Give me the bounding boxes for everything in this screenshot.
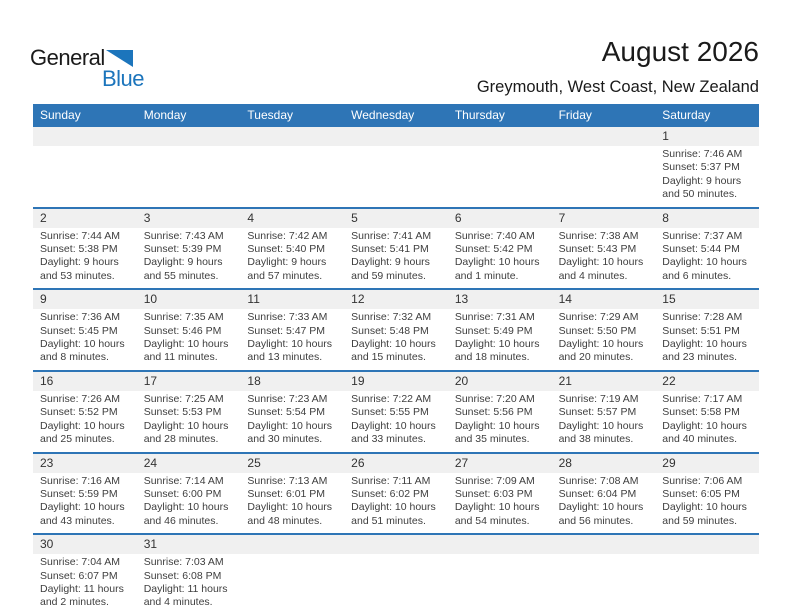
day-cell-18 [240,372,344,452]
weekday-header-row [33,104,759,127]
week-row [33,207,759,289]
day-details [240,228,344,289]
daylight-text: Daylight: 10 hours and 33 minutes. [351,419,436,446]
day-cell-21 [552,372,656,452]
day-number: 1 [655,127,759,146]
daylight-text: Daylight: 9 hours and 59 minutes. [351,256,430,282]
day-details [33,473,137,534]
daylight-text: Daylight: 9 hours and 55 minutes. [143,256,223,282]
sunrise-text: Sunrise: 7:31 AM [454,311,535,324]
sunrise-text: Sunrise: 7:17 AM [662,392,743,405]
daylight-text: Daylight: 10 hours and 1 minute. [454,256,540,282]
day-details [33,554,137,615]
day-cell-12 [344,290,448,370]
sunrise-text: Sunrise: 7:38 AM [558,229,639,242]
day-number [552,127,656,146]
weekday-label-sunday: Sunday [40,108,81,122]
sunset-text: Sunset: 5:54 PM [247,406,326,419]
sunset-text: Sunset: 6:02 PM [351,487,429,500]
sunset-text: Sunset: 5:40 PM [247,243,326,256]
sunset-text: Sunset: 5:44 PM [662,243,740,256]
day-details [344,473,448,534]
sunrise-text: Sunrise: 7:32 AM [351,311,432,324]
sunrise-text: Sunrise: 7:06 AM [662,474,743,487]
sunset-text: Sunset: 6:00 PM [143,487,222,500]
day-number: 23 [33,454,137,473]
daylight-text: Daylight: 10 hours and 48 minutes. [247,501,333,527]
day-number: 17 [137,372,241,391]
sunset-text: Sunset: 6:04 PM [558,487,637,500]
sunrise-text: Sunrise: 7:33 AM [247,311,328,324]
general-blue-logo [30,47,160,89]
day-number: 24 [137,454,241,473]
day-number: 21 [552,372,656,391]
day-details [137,554,241,615]
day-details [552,554,656,561]
day-cell-13 [448,290,552,370]
day-number [137,127,241,146]
weekday-label-tuesday: Tuesday [247,108,294,122]
sunrise-text: Sunrise: 7:16 AM [40,474,120,487]
sunrise-text: Sunrise: 7:08 AM [558,474,639,487]
day-details [344,554,448,561]
day-details [448,309,552,370]
day-number [240,127,344,146]
day-number: 2 [33,209,137,228]
day-number: 9 [33,290,137,309]
day-cell-8 [655,209,759,289]
day-details [448,473,552,534]
weekday-label-saturday: Saturday [662,108,711,122]
sunrise-text: Sunrise: 7:36 AM [40,311,120,324]
day-cell-5 [344,209,448,289]
day-cell-11 [240,290,344,370]
day-number: 3 [137,209,241,228]
daylight-text: Daylight: 9 hours and 57 minutes. [247,256,327,282]
day-cell-15 [655,290,759,370]
day-cell-empty [344,127,448,207]
day-cell-6 [448,209,552,289]
sunrise-text: Sunrise: 7:40 AM [454,229,535,242]
weekday-label-monday: Monday [143,108,187,122]
day-details [552,228,656,289]
daylight-text: Daylight: 9 hours and 53 minutes. [40,256,119,282]
day-cell-4 [240,209,344,289]
day-details [137,309,241,370]
day-number: 14 [552,290,656,309]
daylight-text: Daylight: 10 hours and 54 minutes. [454,501,540,527]
day-number: 8 [655,209,759,228]
day-details [240,473,344,534]
calendar-grid [33,104,759,615]
day-cell-empty [552,127,656,207]
week-row [33,127,759,207]
sunrise-text: Sunrise: 7:14 AM [143,474,224,487]
day-details [344,228,448,289]
sunrise-text: Sunrise: 7:09 AM [454,474,535,487]
day-details [655,554,759,561]
sunset-text: Sunset: 5:53 PM [143,406,222,419]
day-details [552,391,656,452]
day-cell-19 [344,372,448,452]
daylight-text: Daylight: 10 hours and 15 minutes. [351,338,436,364]
week-row [33,452,759,534]
day-cell-1 [655,127,759,207]
day-cell-3 [137,209,241,289]
day-cell-24 [137,454,241,534]
day-number: 6 [448,209,552,228]
day-cell-10 [137,290,241,370]
sunrise-text: Sunrise: 7:43 AM [143,229,224,242]
day-number: 29 [655,454,759,473]
day-details [240,391,344,452]
sunset-text: Sunset: 5:45 PM [40,324,118,337]
sunset-text: Sunset: 5:48 PM [351,324,429,337]
sunset-text: Sunset: 5:42 PM [454,243,533,256]
week-row [33,533,759,615]
day-details [240,146,344,153]
day-cell-empty [552,535,656,615]
sunset-text: Sunset: 5:43 PM [558,243,637,256]
daylight-text: Daylight: 10 hours and 35 minutes. [454,419,540,446]
sunset-text: Sunset: 5:49 PM [454,324,533,337]
sunrise-text: Sunrise: 7:20 AM [454,392,535,405]
day-number: 16 [33,372,137,391]
day-details [448,228,552,289]
day-details [33,391,137,452]
day-number: 7 [552,209,656,228]
day-cell-22 [655,372,759,452]
daylight-text: Daylight: 10 hours and 56 minutes. [558,501,644,527]
sunrise-text: Sunrise: 7:23 AM [247,392,328,405]
weekday-label-thursday: Thursday [454,108,505,122]
day-cell-empty [655,535,759,615]
day-cell-28 [552,454,656,534]
daylight-text: Daylight: 10 hours and 28 minutes. [143,419,229,446]
weekday-label-wednesday: Wednesday [351,108,415,122]
day-cell-empty [240,535,344,615]
week-row [33,288,759,370]
day-cell-14 [552,290,656,370]
daylight-text: Daylight: 10 hours and 46 minutes. [143,501,229,527]
day-number: 20 [448,372,552,391]
week-row [33,370,759,452]
day-number: 15 [655,290,759,309]
sunset-text: Sunset: 5:51 PM [662,324,740,337]
day-number: 30 [33,535,137,554]
daylight-text: Daylight: 10 hours and 30 minutes. [247,419,333,446]
day-cell-2 [33,209,137,289]
sunrise-text: Sunrise: 7:04 AM [40,556,120,569]
day-cell-7 [552,209,656,289]
day-cell-20 [448,372,552,452]
day-details [344,309,448,370]
day-cell-29 [655,454,759,534]
sunset-text: Sunset: 5:39 PM [143,243,222,256]
daylight-text: Daylight: 10 hours and 13 minutes. [247,338,333,364]
daylight-text: Daylight: 10 hours and 4 minutes. [558,256,644,282]
day-number: 26 [344,454,448,473]
sunrise-text: Sunrise: 7:19 AM [558,392,639,405]
day-cell-26 [344,454,448,534]
day-details [137,146,241,153]
day-number [448,535,552,554]
day-details [344,391,448,452]
day-details [137,391,241,452]
daylight-text: Daylight: 10 hours and 6 minutes. [662,256,747,282]
daylight-text: Daylight: 10 hours and 25 minutes. [40,419,125,446]
day-number: 18 [240,372,344,391]
sunrise-text: Sunrise: 7:37 AM [662,229,743,242]
day-number: 25 [240,454,344,473]
sunset-text: Sunset: 5:47 PM [247,324,326,337]
day-details [33,309,137,370]
day-details [655,146,759,207]
day-details [137,228,241,289]
sunset-text: Sunset: 6:08 PM [143,569,222,582]
daylight-text: Daylight: 11 hours and 4 minutes. [143,582,228,609]
daylight-text: Daylight: 10 hours and 43 minutes. [40,501,125,527]
day-cell-30 [33,535,137,615]
sunrise-text: Sunrise: 7:44 AM [40,229,120,242]
daylight-text: Daylight: 10 hours and 51 minutes. [351,501,436,527]
day-cell-empty [448,127,552,207]
daylight-text: Daylight: 10 hours and 20 minutes. [558,338,644,364]
day-cell-23 [33,454,137,534]
day-details [552,146,656,153]
sunrise-text: Sunrise: 7:46 AM [662,148,743,160]
day-number: 27 [448,454,552,473]
day-details [655,391,759,452]
day-details [448,554,552,561]
day-number: 10 [137,290,241,309]
sunset-text: Sunset: 5:52 PM [40,406,118,419]
sunrise-text: Sunrise: 7:29 AM [558,311,639,324]
day-cell-empty [137,127,241,207]
day-details [240,554,344,561]
sunset-text: Sunset: 6:07 PM [40,569,118,582]
day-number: 11 [240,290,344,309]
sunrise-text: Sunrise: 7:28 AM [662,311,743,324]
sunrise-text: Sunrise: 7:42 AM [247,229,328,242]
day-details [33,228,137,289]
day-details [448,391,552,452]
day-number [344,535,448,554]
day-cell-empty [344,535,448,615]
day-cell-17 [137,372,241,452]
sunrise-text: Sunrise: 7:41 AM [351,229,432,242]
logo-text-blue: Blue [102,66,145,91]
calendar-title-block [477,36,759,97]
sunset-text: Sunset: 6:05 PM [662,487,740,500]
day-number: 19 [344,372,448,391]
sunset-text: Sunset: 5:58 PM [662,406,740,419]
day-number: 12 [344,290,448,309]
day-details [137,473,241,534]
sunrise-text: Sunrise: 7:11 AM [351,474,431,487]
day-details [655,228,759,289]
day-cell-25 [240,454,344,534]
sunset-text: Sunset: 5:55 PM [351,406,429,419]
day-number [552,535,656,554]
daylight-text: Daylight: 10 hours and 18 minutes. [454,338,540,364]
day-details [552,473,656,534]
sunset-text: Sunset: 5:57 PM [558,406,637,419]
day-number: 28 [552,454,656,473]
day-cell-empty [33,127,137,207]
day-details [552,309,656,370]
sunset-text: Sunset: 6:03 PM [454,487,533,500]
day-cell-31 [137,535,241,615]
day-details [655,473,759,534]
month-title: August 2026 [601,36,759,67]
day-details [344,146,448,153]
day-details [655,309,759,370]
day-number [33,127,137,146]
day-cell-16 [33,372,137,452]
sunrise-text: Sunrise: 7:26 AM [40,392,120,405]
day-number: 5 [344,209,448,228]
daylight-text: Daylight: 10 hours and 40 minutes. [662,419,747,446]
day-details [240,309,344,370]
day-cell-empty [448,535,552,615]
daylight-text: Daylight: 10 hours and 11 minutes. [143,338,229,364]
daylight-text: Daylight: 11 hours and 2 minutes. [40,582,124,609]
day-cell-27 [448,454,552,534]
sunrise-text: Sunrise: 7:03 AM [143,556,224,569]
day-number: 22 [655,372,759,391]
sunrise-text: Sunrise: 7:35 AM [143,311,224,324]
logo-text-general: General [30,45,105,70]
sunset-text: Sunset: 6:01 PM [247,487,326,500]
sunrise-text: Sunrise: 7:22 AM [351,392,432,405]
sunset-text: Sunset: 5:59 PM [40,487,118,500]
sunset-text: Sunset: 5:37 PM [662,161,740,174]
daylight-text: Daylight: 10 hours and 59 minutes. [662,501,747,527]
daylight-text: Daylight: 10 hours and 23 minutes. [662,338,747,364]
day-details [33,146,137,153]
sunset-text: Sunset: 5:41 PM [351,243,429,256]
day-cell-empty [240,127,344,207]
sunset-text: Sunset: 5:50 PM [558,324,637,337]
day-cell-9 [33,290,137,370]
sunset-text: Sunset: 5:56 PM [454,406,533,419]
day-number: 31 [137,535,241,554]
day-details [448,146,552,153]
location-subtitle: Greymouth, West Coast, New Zealand [476,78,759,96]
sunset-text: Sunset: 5:46 PM [143,324,222,337]
sunrise-text: Sunrise: 7:25 AM [143,392,224,405]
weekday-label-friday: Friday [558,108,592,122]
daylight-text: Daylight: 9 hours and 50 minutes. [662,174,742,201]
daylight-text: Daylight: 10 hours and 38 minutes. [558,419,644,446]
day-number [344,127,448,146]
day-number [240,535,344,554]
day-number [448,127,552,146]
sunset-text: Sunset: 5:38 PM [40,243,118,256]
day-number: 13 [448,290,552,309]
day-number [655,535,759,554]
day-number: 4 [240,209,344,228]
daylight-text: Daylight: 10 hours and 8 minutes. [40,338,125,364]
sunrise-text: Sunrise: 7:13 AM [247,474,328,487]
